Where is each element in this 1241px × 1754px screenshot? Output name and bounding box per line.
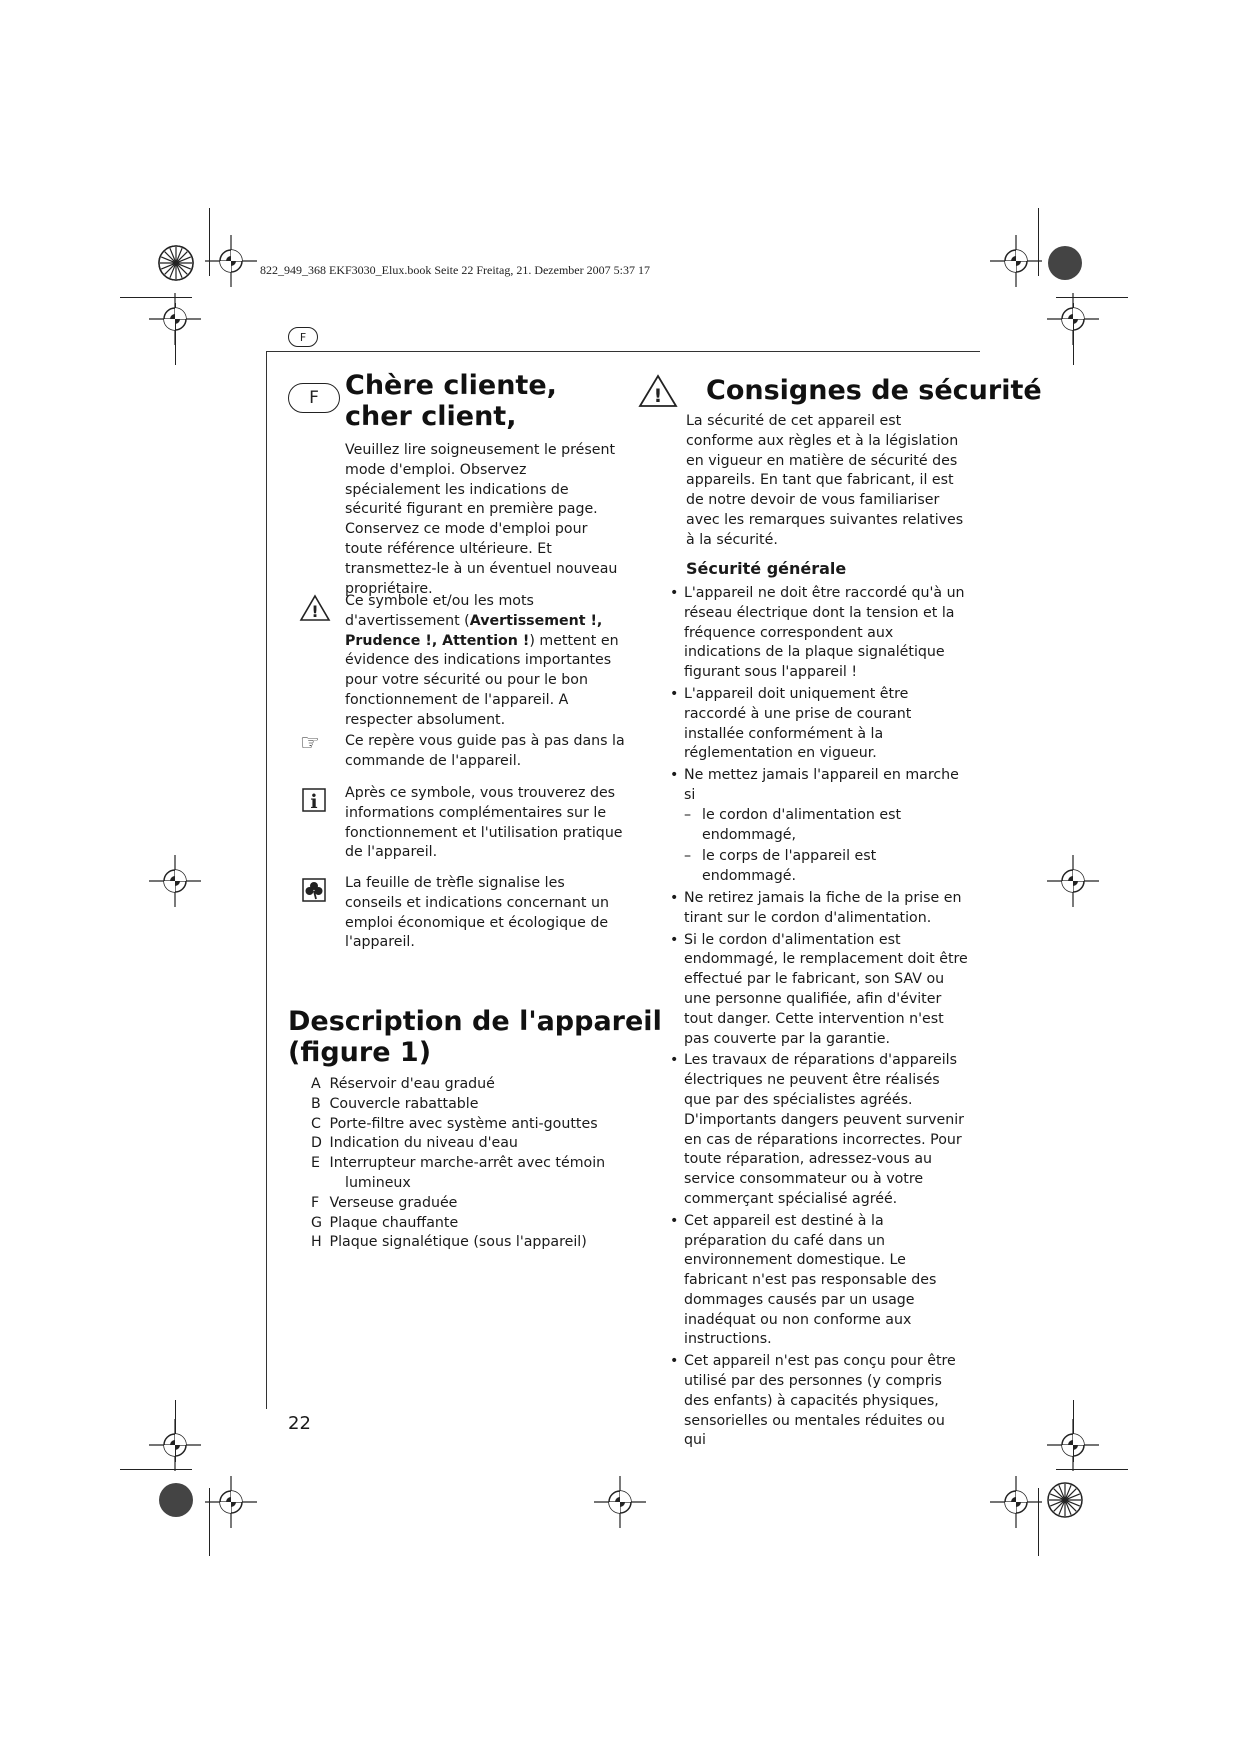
list-item: – le corps de l'appareil est endommagé. — [684, 848, 877, 885]
clover-symbol-text: La feuille de trèfle signalise les conseils et indications concernant un emploi économique et écologique de l'appareil. — [345, 875, 609, 951]
clover-leaf-icon — [302, 878, 326, 902]
safety-title: Consignes de sécurité — [706, 375, 1042, 406]
greeting-title — [345, 370, 557, 432]
greeting-line-1: Chère cliente, — [345, 370, 557, 401]
file-info-header: 822_949_368 EKF3030_Elux.book Seite 22 Freitag, 21. Dezember 2007 5:37 17 — [260, 263, 650, 277]
left-rule — [266, 351, 267, 1409]
svg-text:!: ! — [311, 602, 319, 621]
greeting-language-badge: F — [288, 383, 340, 413]
list-item: • L'appareil ne doit être raccordé qu'à un réseau électrique dont la tension et la fréquence correspondent aux indications de la plaque signalétique figurant sous l'appareil ! — [670, 584, 968, 683]
description-title: Description de l'appareil (figure 1) — [288, 1006, 662, 1068]
warning-symbol-text: Ce symbole et/ou les mots d'avertissement (Avertissement !, Prudence !, Attention !) mettent en évidence des indications importantes pour votre sécurité ou pour le bon fonctionnement de l'appareil. A respecter absolument. — [345, 593, 619, 728]
top-rule — [266, 351, 980, 352]
list-item: A Réservoir d'eau gradué — [311, 1076, 495, 1092]
list-item: E Interrupteur marche-arrêt avec témoin lumineux — [311, 1155, 606, 1191]
safety-intro: La sécurité de cet appareil est conforme aux règles et à la législation en vigueur en matière de sécurité des appareils. En tant que fabricant, il est de notre devoir de vous familiariser avec les remarques suivantes relatives à la sécurité. — [686, 413, 964, 548]
list-item: – le cordon d'alimentation est endommagé, — [684, 806, 902, 843]
warning-triangle-icon — [638, 374, 678, 408]
list-item: D Indication du niveau d'eau — [311, 1135, 518, 1152]
list-item: C Porte-filtre avec système anti-gouttes — [311, 1115, 598, 1132]
pointing-hand-icon: ☞ — [300, 731, 320, 756]
list-item: H Plaque signalétique (sous l'appareil) — [311, 1234, 587, 1251]
list-item: • Si le cordon d'alimentation est endommagé, le remplacement doit être effectué par le fabricant, son SAV ou une personne qualifiée, afin d'éviter tout danger. Cette intervention n'est pas couverte par la garantie. — [670, 931, 968, 1050]
list-item: G Plaque chauffante — [311, 1214, 459, 1231]
safety-list — [670, 584, 968, 1451]
svg-text:!: ! — [653, 385, 663, 407]
registration-mark-icon — [205, 235, 257, 287]
page-number: 22 — [288, 1413, 311, 1434]
info-icon — [302, 788, 326, 812]
svg-text:i: i — [310, 791, 318, 812]
intro-paragraph: Veuillez lire soigneusement le présent mode d'emploi. Observez spécialement les indications de sécurité figurant en première page. Conservez ce mode d'emploi pour toute référence ultérieure. Et transmettez-le à un éventuel nouveau propriétaire. — [345, 442, 618, 597]
list-item: B Couvercle rabattable — [311, 1095, 479, 1112]
list-item: F Verseuse graduée — [311, 1194, 458, 1211]
general-safety-heading: Sécurité générale — [686, 559, 847, 578]
warning-triangle-icon — [299, 594, 331, 622]
hand-symbol-text: Ce repère vous guide pas à pas dans la commande de l'appareil. — [345, 733, 625, 769]
info-symbol-text: Après ce symbole, vous trouverez des informations complémentaires sur le fonctionnement et l'utilisation pratique de l'appareil. — [345, 785, 623, 861]
list-item: • Ne retirez jamais la fiche de la prise en tirant sur le cordon d'alimentation. — [670, 889, 968, 929]
language-tab-badge: F — [288, 327, 318, 347]
list-item: • Ne mettez jamais l'appareil en marche si — [670, 766, 968, 806]
greeting-line-2: cher client, — [345, 401, 517, 432]
parts-list — [311, 1075, 631, 1253]
list-item: • Les travaux de réparations d'appareils électriques ne peuvent être réalisés que par des spécialistes agréés. D'importants dangers peuvent survenir en cas de réparations incorrectes. Pour toute réparation, adressez-vous au service consommateur ou à votre commerçant spécialisé agréé. — [670, 1051, 968, 1209]
list-item: • Cet appareil est destiné à la préparation du café dans un environnement domestique. Le fabricant n'est pas responsable des dommages causés par un usage inadéquat ou non conforme aux instructions. — [670, 1212, 968, 1351]
list-item: • Cet appareil n'est pas conçu pour être utilisé par des personnes (y compris des enfants) à capacités physiques, sensorielles ou mentales réduites ou qui — [670, 1352, 968, 1451]
list-item: • L'appareil doit uniquement être raccordé à une prise de courant installée conformément à la réglementation en vigueur. — [670, 685, 968, 764]
